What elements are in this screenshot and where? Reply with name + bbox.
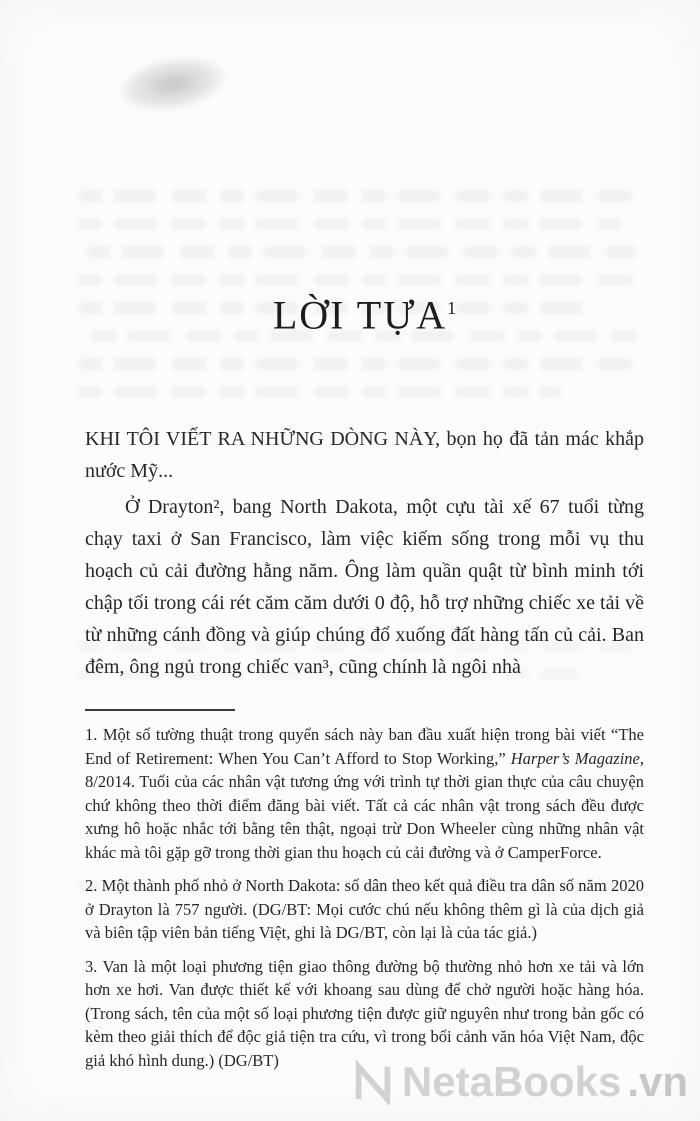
watermark-tld: .vn (627, 1058, 688, 1105)
watermark-name: NetaBooks (401, 1058, 622, 1105)
netabooks-watermark (350, 1059, 688, 1105)
footnote-text: 3. Van là một loại phương tiện giao thông đường bộ thường nhỏ hơn xe tải và lớn hơn xe hơi. Van được thiết kế với khoang sau dùng để chở người hoặc hàng hóa. (Trong sách, tên của một số loại phương tiện được giữ nguyên như trong bản gốc có kèm theo giải thích để độc giả tiện tra cứu, vì trong bối cảnh văn hóa Việt Nam, độc giả khó hình dung.) (DG/BT) (85, 956, 644, 1070)
body-paragraphs (85, 423, 644, 683)
footnote (85, 955, 644, 1073)
page-content (85, 0, 644, 1082)
footnote-text: , 8/2014. Tuổi của các nhân vật tương ứng với trình tự thời gian thực của câu chuyện chứ không theo thời điểm đăng bài viết. Tất cả các nhân vật trong sách đều được xưng hô hoặc nhắc tới bằng tên thật, ngoại trừ Don Wheeler cùng những nhân vật khác mà tôi gặp gỡ trong thời gian thu hoạch củ cải đường và ở CamperForce. (85, 748, 644, 862)
chapter-title (85, 282, 644, 341)
title-footnote-marker: 1 (447, 298, 457, 318)
footnote (85, 874, 644, 945)
footnote-separator (85, 709, 235, 711)
chapter-title-text: LỜI TỰA (272, 292, 448, 338)
footnote-text: 1. Một số tường thuật trong quyển sách này ban đầu xuất hiện trong bài viết “The End of Retirement: When You Can’t Afford to Stop Working,” (85, 725, 644, 768)
paragraph: Ở Drayton², bang North Dakota, một cựu tài xế 67 tuổi từng chạy taxi ở San Francisco, làm việc kiếm sống trong mỗi vụ thu hoạch củ cải đường hằng năm. Ông làm quần quật từ bình minh tới chập tối trong cái rét căm căm dưới 0 độ, hỗ trợ những chiếc xe tải về từ những cánh đồng và giúp chúng đổ xuống đất hàng tấn củ cải. Ban đêm, ông ngủ trong chiếc van³, cũng chính là ngôi nhà (85, 496, 644, 679)
footnote-text: 2. Một thành phố nhỏ ở North Dakota: số dân theo kết quả điều tra dân số năm 2020 ở Drayton là 757 người. (DG/BT: Mọi cước chú nếu không thêm gì là của dịch giả và biên tập viên bản tiếng Việt, ghi là DG/BT, còn lại là của tác giả.) (85, 876, 644, 943)
netabooks-logo-icon (350, 1059, 396, 1105)
paragraph: KHI TÔI VIẾT RA NHỮNG DÒNG NÀY, bọn họ đã tản mác khắp nước Mỹ... (85, 428, 644, 483)
footnotes (85, 723, 644, 1072)
footnote-italic-text: Harper’s Magazine (510, 748, 640, 768)
footnote (85, 723, 644, 864)
